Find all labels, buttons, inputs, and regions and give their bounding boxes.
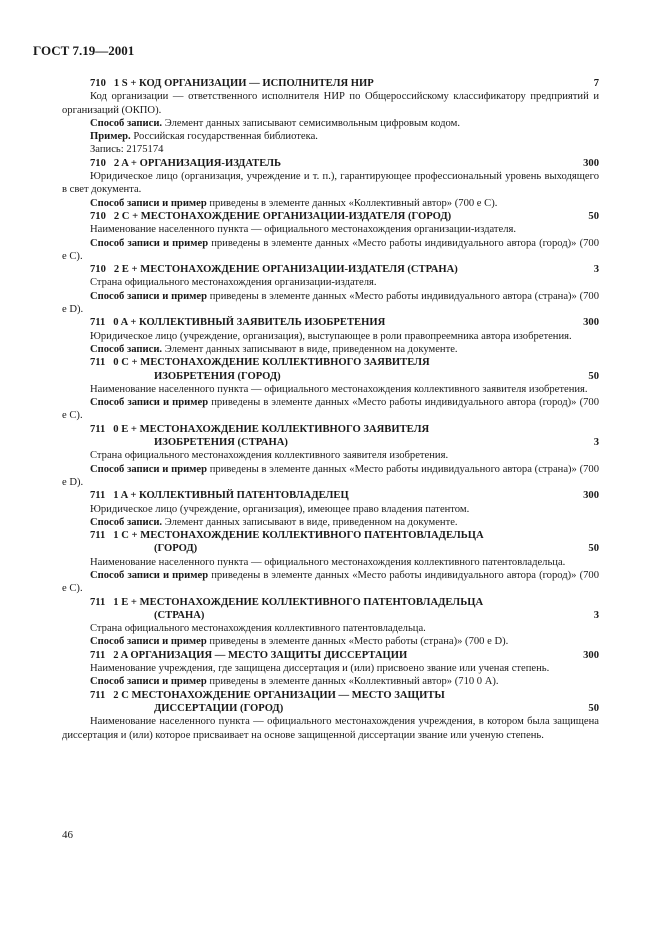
entry-code: 711 xyxy=(90,596,106,608)
entry-paragraph xyxy=(62,569,599,596)
entry-paragraph xyxy=(62,143,599,156)
entry-paragraph xyxy=(62,237,599,264)
entry-paragraph-text: Наименование населенного пункта — официального местонахождения учреждения, в котором была защищена диссертация и (или) которое присваивает на основе защищенной диссертации звание или ученую степень. xyxy=(62,716,599,741)
entry-paragraph-text: Страна официального местонахождения организации-издателя. xyxy=(90,277,377,289)
entry-paragraph-text: Российская государственная библиотека. xyxy=(130,131,318,143)
entry-code: 710 xyxy=(90,78,106,89)
entry-indicator: 2 E + xyxy=(113,264,138,276)
entry-paragraph-text: приведены в элементе данных «Место работы индивидуального автора (страна)» (700 e D). xyxy=(62,290,600,316)
entry-paragraph xyxy=(62,130,599,143)
entry-definition xyxy=(62,330,599,343)
entry-indicator: 2 A + xyxy=(113,157,137,169)
entry-length: 3 xyxy=(593,437,599,449)
entry-indicator: 2 C xyxy=(113,689,129,701)
entry-definition xyxy=(62,276,599,289)
entry-paragraph xyxy=(62,290,599,317)
entry-title: КОЛЛЕКТИВНЫЙ ПАТЕНТОВЛАДЕЛЕЦ xyxy=(139,490,349,502)
entry-heading xyxy=(90,596,599,623)
entry-definition xyxy=(62,662,599,675)
entry-code: 711 xyxy=(90,317,106,329)
entry-code: 711 xyxy=(90,357,106,369)
entry-length: 50 xyxy=(588,702,599,714)
entry-indicator: 1 E + xyxy=(113,596,137,608)
entry-heading xyxy=(90,77,599,90)
entry-definition xyxy=(62,622,599,635)
entry-paragraph-text: Элемент данных записывают семисимвольным цифровым кодом. xyxy=(162,117,460,129)
entry-paragraph-text: Элемент данных записывают в виде, приведенном на документе. xyxy=(162,516,458,528)
data-element-entry xyxy=(62,77,599,157)
entry-indicator: 0 E + xyxy=(113,423,137,435)
data-element-entry xyxy=(62,316,599,356)
entry-paragraph-lead: Способ записи и пример xyxy=(90,569,209,581)
entry-code: 711 xyxy=(90,423,106,435)
page-header: ГОСТ 7.19—2001 xyxy=(33,43,135,58)
entry-definition xyxy=(62,715,599,742)
entry-length: 50 xyxy=(588,210,599,222)
data-element-entry xyxy=(62,356,599,422)
entry-heading xyxy=(90,316,599,329)
entry-title-continued: (ГОРОД) xyxy=(154,543,198,555)
entry-length: 50 xyxy=(588,370,599,382)
entry-length: 300 xyxy=(583,157,599,169)
document-body xyxy=(62,77,599,742)
entry-paragraph-text: Юридическое лицо (организация, учреждение и т. п.), гарантирующее профессиональный уровень выходящего в свет документа. xyxy=(62,171,599,196)
entry-length: 300 xyxy=(583,490,599,502)
entry-heading xyxy=(90,263,599,276)
data-element-entry xyxy=(62,529,599,595)
entry-paragraph-text: Страна официального местонахождения коллективного заявителя изобретения. xyxy=(90,450,449,462)
entry-code: 710 xyxy=(90,157,106,169)
entry-paragraph xyxy=(62,516,599,529)
entry-title: МЕСТОНАХОЖДЕНИЕ КОЛЛЕКТИВНОГО ЗАЯВИТЕЛЯ xyxy=(139,423,430,435)
entry-indicator: 1 A + xyxy=(113,490,137,502)
entry-paragraph xyxy=(62,396,599,423)
entry-definition xyxy=(62,90,599,117)
data-element-entry xyxy=(62,689,599,742)
entry-paragraph-text: приведены в элементе данных «Коллективный автор» (710 0 A). xyxy=(206,676,499,688)
entry-paragraph xyxy=(62,675,599,688)
entry-title: КОЛЛЕКТИВНЫЙ ЗАЯВИТЕЛЬ ИЗОБРЕТЕНИЯ xyxy=(139,317,386,329)
entry-paragraph-lead: Способ записи и пример xyxy=(90,463,207,475)
entry-code: 711 xyxy=(90,649,106,661)
entry-heading xyxy=(90,210,599,223)
entry-definition xyxy=(62,503,599,516)
entry-title: МЕСТОНАХОЖДЕНИЕ ОРГАНИЗАЦИИ-ИЗДАТЕЛЯ (ГОРОД) xyxy=(140,210,452,222)
data-element-entry xyxy=(62,649,599,689)
entry-paragraph-text: Код организации — ответственного исполнителя НИР по Общероссийскому классификатору предприятий и организаций (ОКПО). xyxy=(62,91,599,116)
entry-indicator: 1 C + xyxy=(113,530,138,542)
entry-paragraph-text: приведены в элементе данных «Коллективный автор» (700 e C). xyxy=(206,197,498,209)
entry-indicator: 1 S + xyxy=(113,78,137,89)
entry-definition xyxy=(62,449,599,462)
entry-indicator: 2 A xyxy=(113,649,128,661)
entry-indicator: 0 A + xyxy=(113,317,137,329)
entry-paragraph-text: Страна официального местонахождения коллективного патентовладельца. xyxy=(90,623,426,635)
entry-definition xyxy=(62,556,599,569)
entry-paragraph-text: Запись: 2175174 xyxy=(90,144,164,156)
entry-title-continued: (СТРАНА) xyxy=(154,609,205,621)
entry-paragraph-lead: Способ записи и пример xyxy=(90,676,207,688)
entry-indicator: 0 C + xyxy=(113,357,138,369)
entry-paragraph-lead: Способ записи и пример xyxy=(90,397,209,409)
entry-paragraph-lead: Способ записи. xyxy=(90,343,163,355)
entry-paragraph xyxy=(62,343,599,356)
data-element-entry xyxy=(62,489,599,529)
entry-code: 711 xyxy=(90,530,106,542)
entry-length: 50 xyxy=(588,543,599,555)
entry-length: 300 xyxy=(583,317,599,329)
entry-paragraph-lead: Способ записи и пример xyxy=(90,290,207,302)
entry-title-continued: ИЗОБРЕТЕНИЯ (ГОРОД) xyxy=(154,370,281,382)
entry-length: 7 xyxy=(593,78,599,89)
entry-paragraph xyxy=(62,117,599,130)
entry-heading xyxy=(90,649,599,662)
entry-title: МЕСТОНАХОЖДЕНИЕ КОЛЛЕКТИВНОГО ПАТЕНТОВЛАДЕЛЬЦА xyxy=(140,530,484,542)
entry-paragraph-lead: Способ записи и пример xyxy=(90,237,209,249)
entry-paragraph-text: Наименование населенного пункта — официального местонахождения коллективного патентовладельца. xyxy=(90,556,566,568)
data-element-entry xyxy=(62,157,599,210)
entry-title-continued: ДИССЕРТАЦИИ (ГОРОД) xyxy=(154,702,284,714)
entry-paragraph-lead: Способ записи и пример xyxy=(90,197,207,209)
entry-definition xyxy=(62,223,599,236)
entry-length: 3 xyxy=(593,609,599,621)
entry-title: МЕСТОНАХОЖДЕНИЕ КОЛЛЕКТИВНОГО ЗАЯВИТЕЛЯ xyxy=(140,357,430,369)
entry-heading xyxy=(90,423,599,450)
data-element-entry xyxy=(62,596,599,649)
entry-paragraph-text: Наименование населенного пункта — официального местонахождения организации-издателя. xyxy=(90,224,517,236)
entry-paragraph-text: Наименование учреждения, где защищена диссертация и (или) присвоено звание или ученая степень. xyxy=(90,663,550,675)
entry-heading xyxy=(90,356,599,383)
entry-heading xyxy=(90,489,599,502)
entry-heading xyxy=(90,157,599,170)
entry-code: 710 xyxy=(90,264,106,276)
entry-paragraph-text: приведены в элементе данных «Место работы индивидуального автора (город)» (700 e C). xyxy=(62,397,600,422)
entry-indicator: 2 C + xyxy=(113,210,139,222)
entry-length: 3 xyxy=(593,264,599,276)
entry-paragraph-text: приведены в элементе данных «Место работы индивидуального автора (город)» (700 e C). xyxy=(62,237,600,262)
entry-paragraph-text: Элемент данных записывают в виде, приведенном на документе. xyxy=(162,343,458,355)
page-number: 46 xyxy=(62,829,73,841)
entry-paragraph-text: приведены в элементе данных «Место работы индивидуального автора (город)» (700 e C). xyxy=(62,569,600,595)
entry-title: КОД ОРГАНИЗАЦИИ — ИСПОЛНИТЕЛЯ НИР xyxy=(139,78,374,89)
entry-paragraph-lead: Пример. xyxy=(90,131,131,143)
entry-definition xyxy=(62,383,599,396)
entry-title: ОРГАНИЗАЦИЯ-ИЗДАТЕЛЬ xyxy=(139,157,282,169)
data-element-entry xyxy=(62,423,599,489)
entry-title: МЕСТОНАХОЖДЕНИЕ КОЛЛЕКТИВНОГО ПАТЕНТОВЛАДЕЛЬЦА xyxy=(139,596,484,608)
entry-paragraph xyxy=(62,197,599,210)
entry-paragraph-lead: Способ записи. xyxy=(90,516,163,528)
entry-paragraph-text: приведены в элементе данных «Место работы индивидуального автора (страна)» (700 e D). xyxy=(62,463,600,488)
entry-paragraph xyxy=(62,463,599,490)
entry-paragraph-text: Юридическое лицо (учреждение, организация), выступающее в роли правопреемника автора изобретения. xyxy=(90,330,572,342)
entry-code: 711 xyxy=(90,689,106,701)
entry-paragraph-text: Наименование населенного пункта — официального местонахождения коллективного заявителя изобретения. xyxy=(90,383,588,395)
entry-title: ОРГАНИЗАЦИЯ — МЕСТО ЗАЩИТЫ ДИССЕРТАЦИИ xyxy=(130,649,408,661)
entry-paragraph xyxy=(62,635,599,648)
entry-paragraph-text: приведены в элементе данных «Место работы (страна)» (700 e D). xyxy=(206,636,509,648)
entry-title: МЕСТОНАХОЖДЕНИЕ ОРГАНИЗАЦИИ — МЕСТО ЗАЩИТЫ xyxy=(131,689,445,701)
data-element-entry xyxy=(62,263,599,316)
entry-heading xyxy=(90,689,599,716)
entry-definition xyxy=(62,170,599,197)
entry-title-continued: ИЗОБРЕТЕНИЯ (СТРАНА) xyxy=(154,437,288,449)
entry-paragraph-lead: Способ записи. xyxy=(90,117,163,129)
entry-code: 711 xyxy=(90,490,106,502)
entry-title: МЕСТОНАХОЖДЕНИЕ ОРГАНИЗАЦИИ-ИЗДАТЕЛЯ (СТРАНА) xyxy=(140,264,458,276)
data-element-entry xyxy=(62,210,599,263)
entry-heading xyxy=(90,529,599,556)
entry-paragraph-lead: Способ записи и пример xyxy=(90,636,207,648)
entry-code: 710 xyxy=(90,210,106,222)
entry-paragraph-text: Юридическое лицо (учреждение, организация), имеющее право владения патентом. xyxy=(90,503,470,515)
entry-length: 300 xyxy=(583,649,599,661)
